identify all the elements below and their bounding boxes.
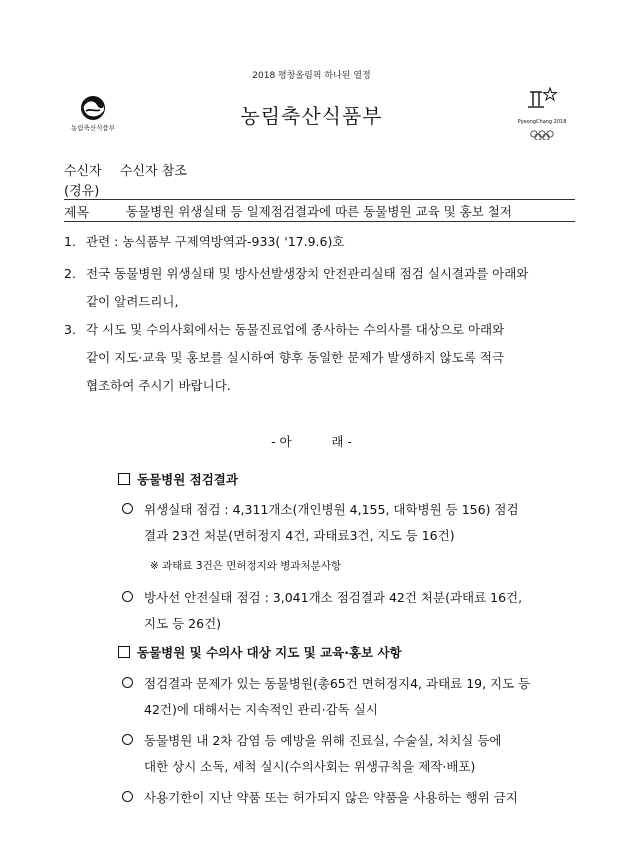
section-title: 동물병원 점검결과: [137, 472, 238, 487]
section-heading: [118, 643, 402, 661]
subject-value: 동물병원 위생실태 등 일제점검결과에 따른 동물병원 교육 및 홍보 철저: [126, 204, 512, 219]
circle-bullet-icon: [122, 791, 133, 802]
section-bullet: [122, 784, 518, 814]
item-line: 같이 지도·교육 및 홍보를 실시하여 향후 동일한 문제가 발생하지 않도록 적극: [86, 350, 505, 365]
subject-top-rule: [64, 199, 575, 200]
section-title: 동물병원 및 수의사 대상 지도 및 교육·홍보 사항: [137, 645, 402, 660]
bullet-line: 위생실태 점검 : 4,311개소(개인병원 4,155, 대학병원 등 156) 점검: [144, 502, 519, 517]
section-bullet: [122, 727, 502, 787]
below-marker: - 아 래 -: [271, 434, 352, 449]
via-label: (경유): [64, 184, 100, 199]
bullet-line: 지도 등 26건): [144, 616, 222, 631]
subject-label: 제목: [64, 206, 90, 221]
slogan: 2018 평창올림픽 하나된 열정: [252, 71, 371, 81]
bullet-line: 사용기한이 지난 약품 또는 허가되지 않은 약품을 사용하는 행위 금지: [144, 790, 518, 805]
item-number: 1.: [64, 234, 76, 249]
item-line: 각 시도 및 수의사회에서는 동물진료업에 종사하는 수의사를 대상으로 아래와: [86, 322, 505, 337]
item-3: [64, 316, 505, 406]
circle-bullet-icon: [122, 503, 133, 514]
item-1: [64, 228, 345, 256]
section-bullet: [122, 670, 531, 730]
pyeongchang-emblem-icon: [524, 86, 560, 114]
olympic-logo: [510, 86, 574, 144]
recipient-value: 수신자 참조: [120, 164, 187, 179]
item-line: 관련 : 농식품부 구제역방역과-933( '17.9.6)호: [86, 234, 345, 249]
item-number: 3.: [64, 322, 76, 337]
item-line: 협조하여 주시기 바랍니다.: [86, 378, 231, 393]
item-line: 같이 알려드리니,: [86, 294, 179, 309]
bullet-line: 결과 23건 처분(면허정지 4건, 과태료3건, 지도 등 16건): [144, 528, 455, 543]
bullet-line: 대한 상시 소독, 세척 실시(수의사회는 위생규칙을 제작·배포): [144, 759, 476, 774]
bullet-line: 점검결과 문제가 있는 동물병원(총65건 면허정지4, 과태료 19, 지도 등: [144, 676, 531, 691]
circle-bullet-icon: [122, 591, 133, 602]
square-bullet-icon: [118, 646, 130, 658]
olympic-rings-icon: [529, 130, 555, 140]
bullet-line: 방사선 안전실태 점검 : 3,041개소 점검결과 42건 처분(과태료 16건,: [144, 590, 523, 605]
olympic-logo-caption: PyeongChang 2018: [517, 119, 567, 125]
item-2: [64, 260, 529, 320]
section-bullet: [122, 584, 523, 644]
ministry-title: 농림축산식품부: [240, 104, 383, 128]
square-bullet-icon: [118, 473, 130, 485]
section-heading: [118, 470, 238, 488]
recipient-label: 수신자: [64, 164, 102, 179]
bullet-line: 42건)에 대해서는 지속적인 관리·감독 실시: [144, 702, 378, 717]
section-bullet: [122, 496, 519, 556]
subject-bottom-rule: [64, 221, 575, 222]
item-number: 2.: [64, 266, 76, 281]
bullet-line: 동물병원 내 2차 감염 등 예방을 위해 진료실, 수술실, 처치실 등에: [144, 733, 502, 748]
item-line: 전국 동물병원 위생실태 및 방사선발생장치 안전관리실태 점검 실시결과를 아래와: [86, 266, 529, 281]
circle-bullet-icon: [122, 734, 133, 745]
section-note: ※ 과태료 3건은 면허정지와 병과처분사항: [150, 560, 342, 572]
ministry-logo-caption: 농림축산식품부: [71, 124, 115, 132]
circle-bullet-icon: [122, 677, 133, 688]
